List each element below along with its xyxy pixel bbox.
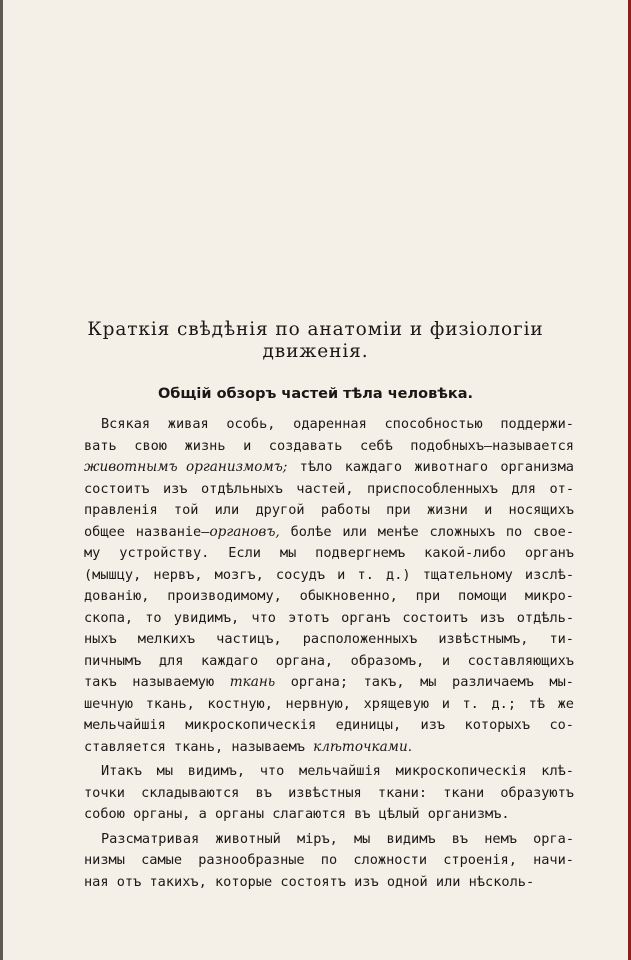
text-line	[84, 672, 574, 694]
page-left-edge	[0, 0, 3, 960]
italic-term: клѣточками.	[313, 738, 413, 755]
italic-term: органовъ,	[209, 523, 280, 540]
text-line: точки складываются въ извѣстныя ткани: ткани образуютъ	[84, 784, 574, 801]
text-line: (мышцу, нервъ, мозгъ, сосудъ и т. д.) тщательному изслѣ-	[84, 566, 574, 583]
text-line: ныхъ мелкихъ частицъ, расположенныхъ извѣстнымъ, ти-	[84, 631, 574, 647]
chapter-title-line-2: движенія.	[262, 340, 369, 362]
text-line: вать свою жизнь и создавать себѣ подобныхъ—называется	[84, 437, 574, 454]
text-line: му устройству. Если мы подвергнемъ какой-либо органъ	[84, 545, 574, 561]
text-line: пичнымъ для каждаго органа, образомъ, и составляющихъ	[84, 652, 574, 669]
text-line: состоитъ изъ отдѣльныхъ частей, приспособленныхъ для от-	[84, 480, 574, 497]
paragraph	[84, 761, 574, 826]
text-line: ная отъ такихъ, которые состоятъ изъ одной или нѣсколь-	[84, 873, 535, 890]
text-line: собою органы, а органы слагаются въ цѣлый организмъ.	[84, 806, 510, 822]
text-line: Разсматривая животный міръ, мы видимъ въ немъ орга-	[101, 830, 574, 847]
text-line: скопа, то увидимъ, что этотъ органъ состоитъ изъ отдѣль-	[84, 609, 574, 626]
text-segment: такъ называемую	[84, 674, 230, 690]
chapter-title	[0, 316, 631, 362]
italic-term: животнымъ организмомъ;	[84, 459, 288, 475]
text-line: шечную ткань, костную, нервную, хрящевую и т. д.; тѣ же	[84, 695, 574, 712]
paragraph	[84, 829, 574, 894]
text-line: Всякая живая особь, одаренная способностью поддержи-	[101, 416, 574, 432]
text-segment: ставляется ткань, называемъ	[84, 738, 314, 755]
text-segment: тѣло каждаго животнаго организма	[287, 459, 574, 475]
text-line: низмы самые разнообразные по сложности строенія, начи-	[84, 852, 574, 868]
italic-term: ткань	[229, 674, 276, 690]
text-line	[84, 737, 574, 759]
paragraph	[84, 414, 574, 758]
text-line	[84, 457, 574, 479]
body-text	[84, 414, 574, 893]
text-segment: органа; такъ, мы различаемъ мы-	[275, 674, 574, 690]
text-line: Итакъ мы видимъ, что мельчайшія микроскопическія клѣ-	[101, 763, 574, 779]
text-segment: болѣе или менѣе сложныхъ по свое-	[279, 523, 574, 540]
section-heading: Общій обзоръ частей тѣла человѣка.	[157, 386, 474, 402]
text-line: правленія той или другой работы при жизни и носящихъ	[84, 502, 574, 518]
text-line	[84, 522, 574, 544]
chapter-title-line-1: Краткія свѣдѣнія по анатоміи и физіологіи	[87, 319, 544, 340]
text-line: мельчайшія микроскопическія единицы, изъ которыхъ со-	[84, 717, 574, 733]
text-segment: общее названіе—	[84, 523, 210, 540]
text-line: дованію, производимому, обыкновенно, при помощи микро-	[84, 588, 574, 604]
